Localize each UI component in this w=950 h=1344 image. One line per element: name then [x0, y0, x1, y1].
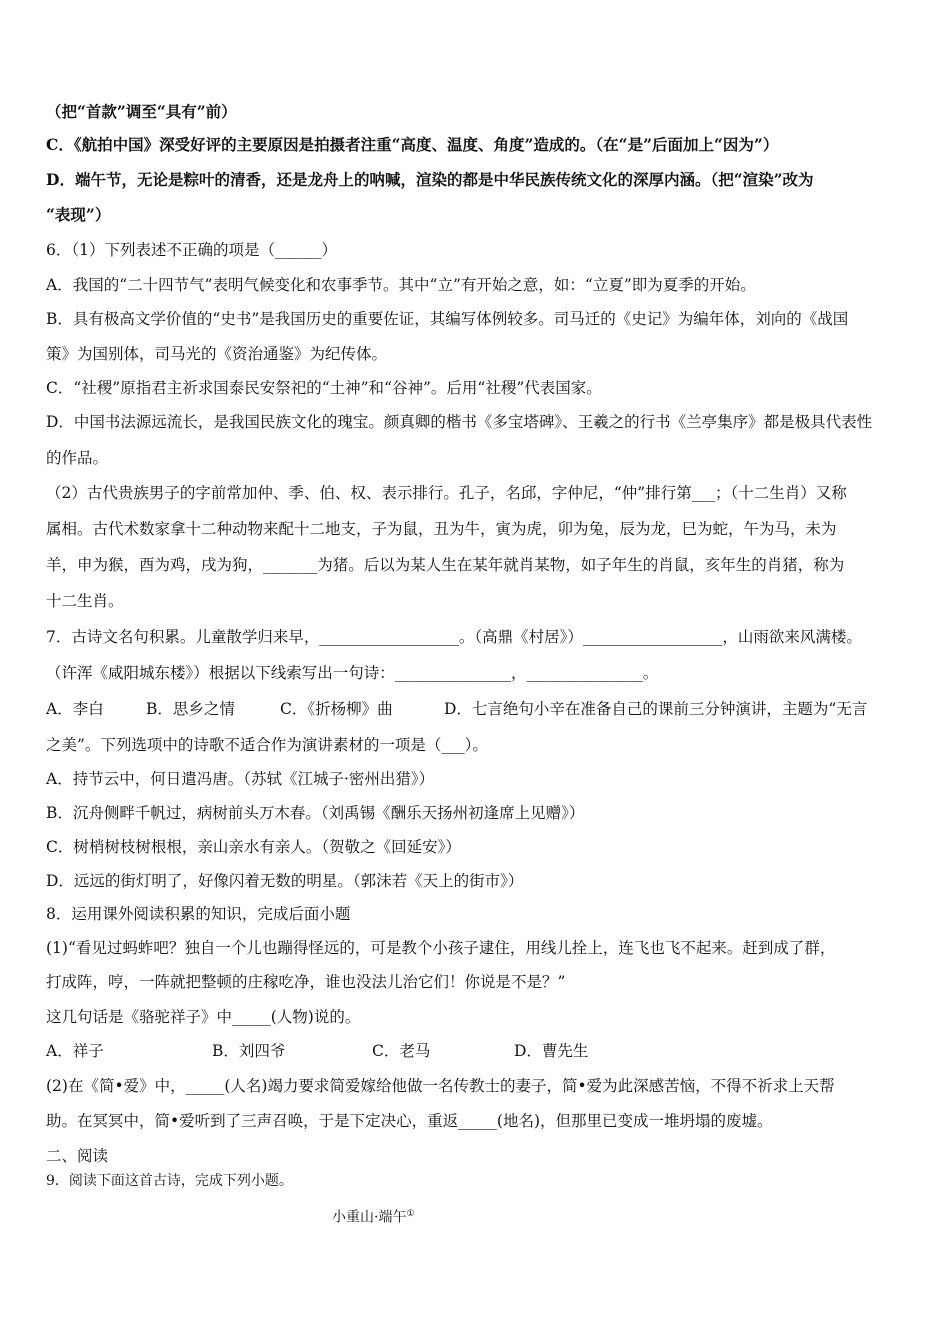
poem-title-text: 小重山·端午: [332, 1209, 407, 1226]
q6-part2-line1: （2）古代贵族男子的字前常加仲、季、伯、权、表示排行。孔子，名邱，字仲尼，“仲”排行第___；（十二生肖）又称: [46, 484, 847, 502]
q6-part2-line4: 十二生肖。: [46, 592, 124, 610]
q5-option-d-line1: D．端午节，无论是粽叶的清香，还是龙舟上的呐喊，渲染的都是中华民族传统文化的深厚内涵。（把“渲染”改为: [46, 170, 814, 189]
q7-clue-a: A．李白: [46, 700, 104, 718]
q6-option-c: C．“社稷”原指君主祈求国泰民安祭祀的“土神”和“谷神”。后用“社稷”代表国家。: [46, 379, 602, 397]
q6-option-b-line1: B．具有极高文学价值的“史书”是我国历史的重要佐证，其编写体例较多。司马迁的《史记》为编年体，刘向的《战国: [46, 310, 849, 328]
q6-option-b-line2: 策》为国别体，司马光的《资治通鉴》为纪传体。: [46, 345, 388, 363]
q7-option-d: D．远远的街灯明了，好像闪着无数的明星。（郭沫若《天上的街市》）: [46, 872, 524, 890]
q8-part2-line1: (2)在《简•爱》中，_____(人名)竭力要求简爱嫁给他做一名传教士的妻子，简•爱为此深感苦恼，不得不祈求上天帮: [46, 1077, 835, 1095]
q7-clue-b: B．思乡之情: [146, 700, 235, 718]
q8-option-d: D．曹先生: [514, 1042, 589, 1060]
q8-stem: 8．运用课外阅读积累的知识，完成后面小题: [46, 905, 351, 923]
q6-part2-line2: 属相。古代术数家拿十二种动物来配十二地支，子为鼠，丑为牛，寅为虎，卯为兔，辰为龙，巳为蛇，午为马，未为: [46, 520, 837, 538]
q5-option-d-line2: “表现”）: [46, 205, 111, 224]
q7-line2: （许浑《咸阳城东楼》）根据以下线索写出一句诗：_______________，_______________。: [46, 664, 659, 682]
q7-option-a: A．持节云中，何日遣冯唐。（苏轼《江城子·密州出猎》）: [46, 770, 435, 788]
q7-clue-d: D．七言绝句小辛在准备自己的课前三分钟演讲，主题为“无言: [444, 700, 868, 718]
q6-part2-line3: 羊，申为猴，酉为鸡，戌为狗，_______为猪。后以为某人生在某年就肖某物，如子年生的肖鼠，亥年生的肖猪，称为: [46, 556, 845, 574]
q5-line1: （把“首款”调至“具有”前）: [46, 102, 237, 121]
q7-option-c: C．树梢树枝树根根，亲山亲水有亲人。（贺敬之《回延安》）: [46, 838, 461, 856]
q6-stem: 6．（1）下列表述不正确的项是（______）: [46, 241, 337, 259]
q8-part1-line1: (1)“看见过蚂蚱吧？独自一个儿也蹦得怪远的，可是教个小孩子逮住，用线儿拴上，连飞也飞不起来。赶到成了群，: [46, 939, 836, 957]
q7-line1: 7．古诗文名句积累。儿童散学归来早，__________________。（高鼎《村居》）__________________，山雨欲来风满楼。: [46, 628, 862, 646]
q8-option-c: C．老马: [372, 1042, 431, 1060]
q8-part2-line2: 助。在冥冥中，简•爱听到了三声召唤，于是下定决心，重返_____(地名)，但那里已变成一堆坍塌的废墟。: [46, 1112, 773, 1130]
q7-clue-c: C．《折杨柳》曲: [280, 700, 393, 718]
footnote-mark: ①: [406, 1209, 415, 1219]
q6-option-d-line2: 的作品。: [46, 449, 109, 467]
q6-option-d-line1: D．中国书法源远流长，是我国民族文化的瑰宝。颜真卿的楷书《多宝塔碑》、王羲之的行书《兰亭集序》都是极具代表性: [46, 413, 873, 431]
q5-option-c: C．《航拍中国》深受好评的主要原因是拍摄者注重“高度、温度、角度”造成的。（在“是”后面加上“因为”）: [46, 135, 779, 154]
q8-part1-line2: 打成阵，哼，一阵就把整顿的庄稼吃净，谁也没法儿治它们！你说是不是？”: [46, 973, 566, 991]
q9-stem: 9．阅读下面这首古诗，完成下列小题。: [46, 1173, 293, 1189]
q7-option-b: B．沉舟侧畔千帆过，病树前头万木春。（刘禹锡《酬乐天扬州初逢席上见赠》）: [46, 804, 585, 822]
q8-option-a: A．祥子: [46, 1042, 104, 1060]
poem-title: [332, 1204, 415, 1228]
q8-option-b: B．刘四爷: [212, 1042, 286, 1060]
q8-part1-line3: 这几句话是《骆驼祥子》中_____(人物)说的。: [46, 1008, 361, 1026]
q7-speech-question: 之美”。下列选项中的诗歌不适合作为演讲素材的一项是（___）。: [46, 736, 488, 754]
q6-option-a: A．我国的“二十四节气”表明气候变化和农事季节。其中“立”有开始之意，如：“立夏”即为夏季的开始。: [46, 276, 756, 294]
section-heading-reading: 二、阅读: [46, 1147, 109, 1165]
